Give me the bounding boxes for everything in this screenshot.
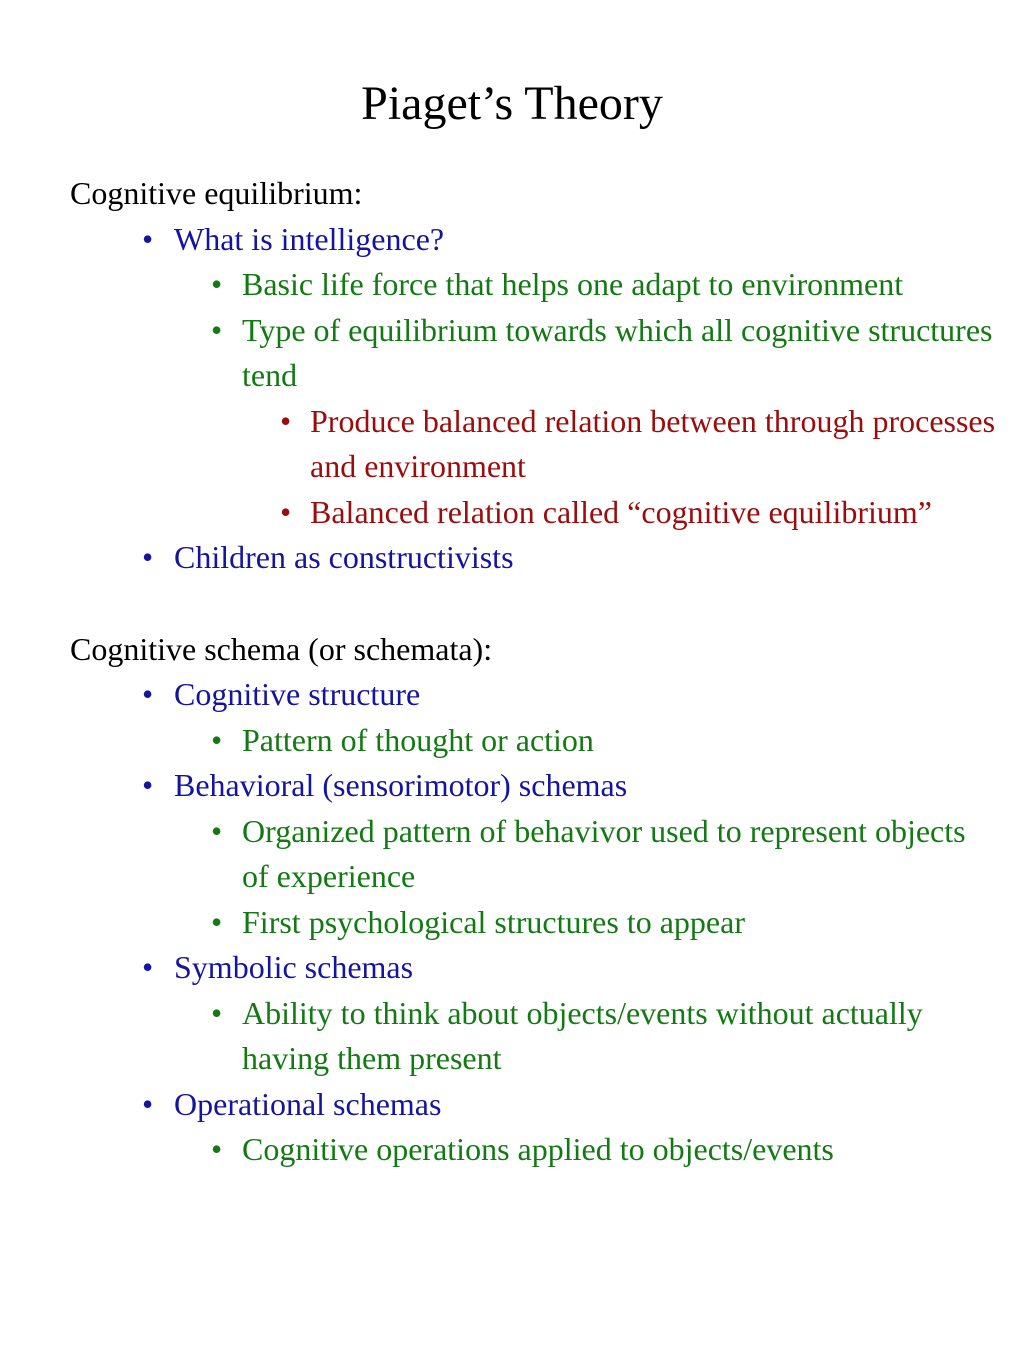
list-item-text: Behavioral (sensorimotor) schemas [174, 767, 628, 803]
bullet-dot-icon: • [142, 1085, 154, 1122]
list-item [70, 1082, 1000, 1128]
slide-title: Piaget’s Theory [361, 77, 663, 130]
bullet-dot-icon: • [142, 767, 154, 803]
list-item [70, 535, 1000, 581]
list-item-text: Pattern of thought or action [242, 721, 594, 758]
list-item-text: Cognitive operations applied to objects/events [242, 1131, 834, 1167]
list-item [70, 991, 1000, 1082]
bullet-dot-icon: • [211, 994, 223, 1031]
list-item [70, 399, 1000, 490]
list-item-text: Cognitive structure [174, 676, 421, 712]
section-cognitive-equilibrium [70, 171, 1000, 581]
bullet-dot-icon: • [211, 812, 223, 849]
list-item-text: Symbolic schemas [174, 949, 414, 985]
list-item-text: Produce balanced relation between through processes and environment [310, 402, 996, 484]
bullet-dot-icon: • [211, 266, 223, 302]
section-heading: Cognitive equilibrium: [70, 175, 363, 211]
bullet-dot-icon: • [280, 402, 292, 439]
list-item-text: Organized pattern of behavivor used to represent objects of experience [242, 812, 966, 894]
bullet-dot-icon: • [280, 493, 292, 530]
list-item [70, 490, 1000, 536]
bullet-dot-icon: • [211, 1131, 223, 1167]
list-item [70, 763, 1000, 809]
list-item [70, 718, 1000, 764]
bullet-dot-icon: • [142, 220, 154, 257]
bullet-dot-icon: • [142, 539, 154, 575]
bullet-dot-icon: • [142, 676, 154, 712]
bullet-dot-icon: • [211, 311, 223, 348]
bullet-dot-icon: • [142, 949, 154, 985]
list-item [70, 672, 1000, 718]
bullet-dot-icon: • [211, 721, 223, 758]
list-item [70, 308, 1000, 399]
section-heading: Cognitive schema (or schemata): [70, 630, 493, 667]
list-item-text: Basic life force that helps one adapt to environment [242, 266, 904, 302]
slide-content [70, 171, 1000, 1173]
list-item-text: Children as constructivists [174, 539, 514, 575]
list-item-text: Balanced relation called “cognitive equilibrium” [310, 493, 932, 530]
bullet-dot-icon: • [211, 903, 223, 940]
section-spacer [70, 581, 1000, 627]
list-item-text: First psychological structures to appear [242, 903, 745, 940]
list-item-text: Type of equilibrium towards which all cognitive structures tend [242, 311, 993, 393]
list-item [70, 262, 1000, 308]
list-item [70, 809, 1000, 900]
list-item-text: What is intelligence? [174, 220, 445, 257]
list-item-text: Ability to think about objects/events without actually having them present [242, 994, 923, 1076]
section-cognitive-schema [70, 627, 1000, 1173]
list-item [70, 217, 1000, 263]
list-item [70, 1127, 1000, 1173]
list-item-text: Operational schemas [174, 1085, 442, 1122]
list-item [70, 945, 1000, 991]
list-item [70, 900, 1000, 946]
